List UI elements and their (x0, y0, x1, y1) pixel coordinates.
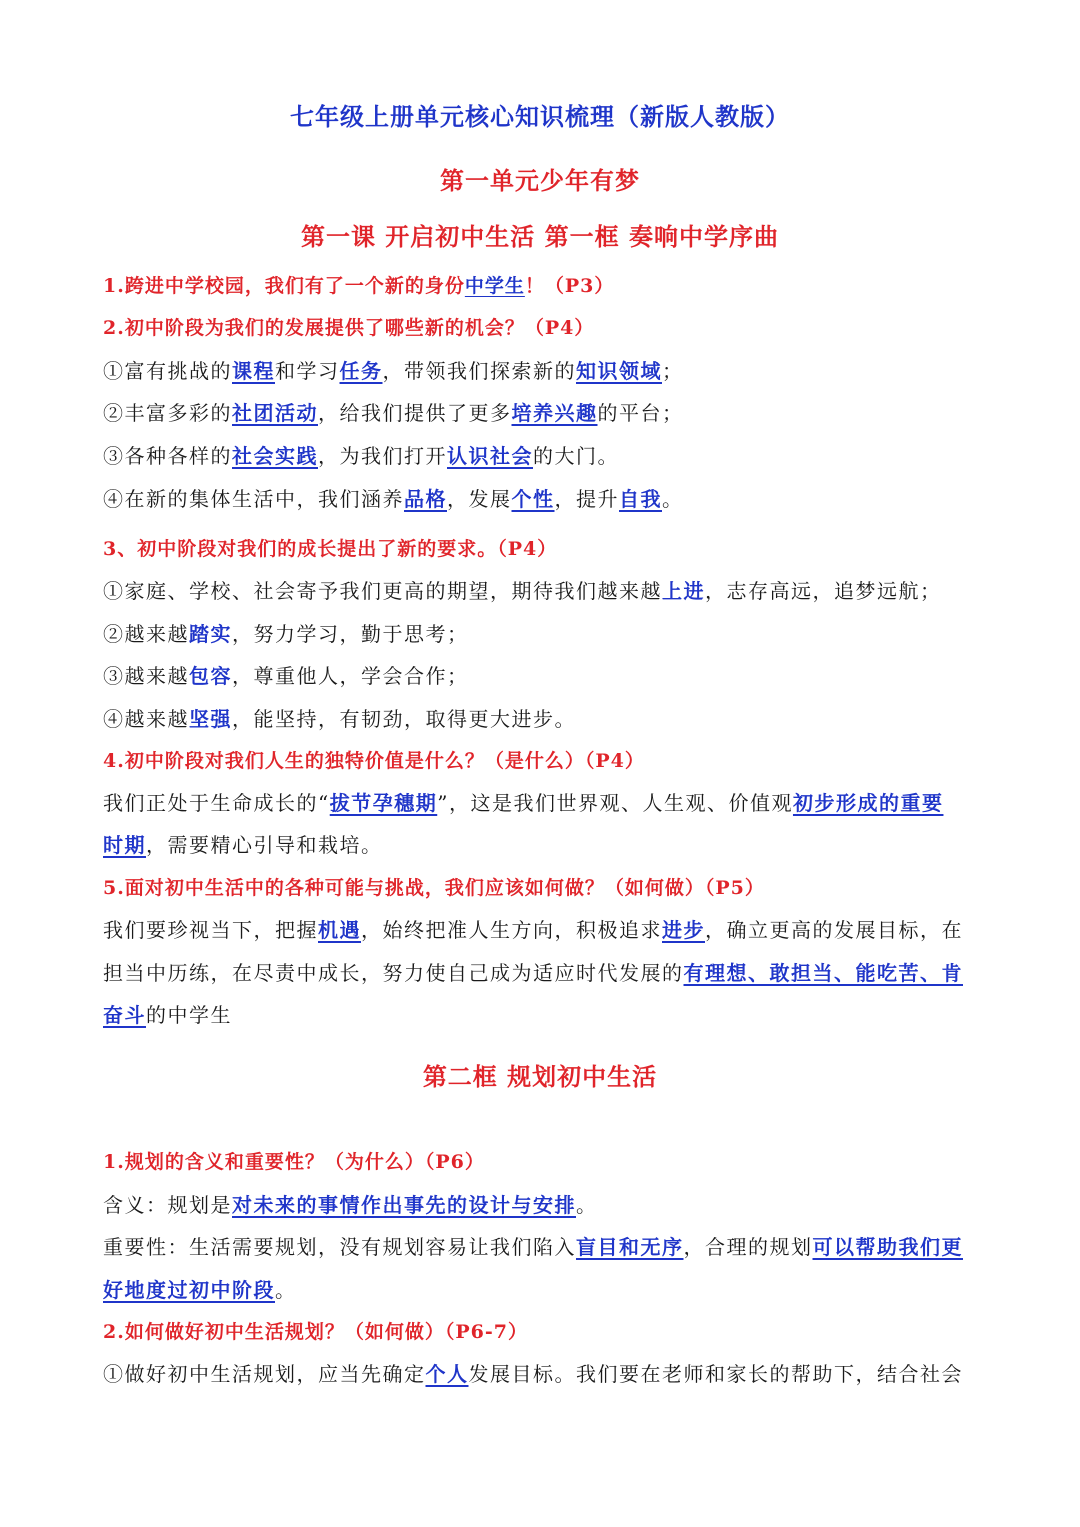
keyword: 初步形成的重要 (792, 791, 944, 815)
answer-line: 奋斗的中学生 (103, 1003, 232, 1027)
document-title: 七年级上册单元核心知识梳理（新版人教版） (290, 102, 790, 131)
keyword: 上进 (662, 579, 705, 603)
answer-line: ③越来越包容，尊重他人，学会合作； (103, 664, 469, 688)
keyword: 机遇 (318, 918, 361, 942)
keyword: 个性 (511, 487, 555, 511)
question-1: 1.规划的含义和重要性？（为什么）（P6） (103, 1151, 485, 1173)
keyword: 社团活动 (232, 401, 318, 425)
keyword: 奋斗 (103, 1003, 146, 1027)
keyword: 盲目和无序 (576, 1235, 684, 1259)
question-5: 5.面对初中生活中的各种可能与挑战，我们应该如何做？（如何做）（P5） (103, 877, 765, 899)
keyword: 拔节孕穗期 (329, 791, 438, 815)
question-2: 2.初中阶段为我们的发展提供了哪些新的机会？（P4） (103, 317, 595, 339)
frame-2-title: 第二框 规划初中生活 (422, 1062, 658, 1091)
keyword: 社会实践 (232, 444, 318, 468)
answer-line: 重要性：生活需要规划，没有规划容易让我们陷入盲目和无序，合理的规划可以帮助我们更 (103, 1235, 963, 1259)
question-3: 3、初中阶段对我们的成长提出了新的要求。（P4） (103, 538, 558, 560)
keyword: 个人 (425, 1362, 469, 1386)
answer-line: 好地度过初中阶段。 (103, 1278, 297, 1302)
answer-line: 担当中历练，在尽责中成长，努力使自己成为适应时代发展的有理想、敢担当、能吃苦、肯 (103, 961, 963, 985)
keyword: 中学生 (464, 275, 525, 297)
answer-line: ②越来越踏实，努力学习，勤于思考； (103, 622, 469, 646)
question-2: 2.如何做好初中生活规划？（如何做）（P6-7） (103, 1321, 528, 1343)
keyword: 课程 (232, 359, 275, 383)
keyword: 培养兴趣 (511, 401, 598, 425)
answer-line: ④在新的集体生活中，我们涵养品格，发展个性，提升自我。 (103, 487, 684, 511)
keyword: 好地度过初中阶段 (103, 1278, 275, 1302)
answer-line: ①富有挑战的课程和学习任务，带领我们探索新的知识领域； (103, 359, 684, 383)
answer-line: 含义：规划是对未来的事情作出事先的设计与安排。 (103, 1193, 598, 1217)
answer-line: 我们正处于生命成长的“拔节孕穗期”，这是我们世界观、人生观、价值观初步形成的重要 (103, 791, 944, 815)
keyword: 自我 (619, 487, 662, 511)
answer-line: ④越来越坚强，能坚持，有韧劲，取得更大进步。 (103, 707, 576, 731)
keyword: 认识社会 (447, 444, 533, 468)
keyword: 包容 (189, 664, 232, 688)
answer-line: ③各种各样的社会实践，为我们打开认识社会的大门。 (103, 444, 619, 468)
answer-line: 时期，需要精心引导和栽培。 (103, 833, 383, 857)
keyword: 进步 (662, 918, 705, 942)
keyword: 知识领域 (576, 359, 662, 383)
keyword: 可以帮助我们更 (812, 1235, 963, 1259)
unit-title: 第一单元少年有梦 (440, 166, 640, 195)
question-4: 4.初中阶段对我们人生的独特价值是什么？（是什么）（P4） (103, 750, 645, 772)
answer-line: ①家庭、学校、社会寄予我们更高的期望，期待我们越来越上进，志存高远，追梦远航； (103, 579, 942, 603)
lesson-title: 第一课 开启初中生活 第一框 奏响中学序曲 (300, 222, 780, 251)
answer-line: ②丰富多彩的社团活动，给我们提供了更多培养兴趣的平台； (103, 401, 684, 425)
keyword: 坚强 (189, 707, 232, 731)
question-1: 1.跨进中学校园，我们有了一个新的身份中学生！（P3） (103, 275, 615, 297)
keyword: 任务 (339, 359, 383, 383)
keyword: 品格 (404, 487, 447, 511)
answer-line: ①做好初中生活规划，应当先确定个人发展目标。我们要在老师和家长的帮助下，结合社会 (103, 1362, 963, 1386)
keyword: 对未来的事情作出事先的设计与安排 (232, 1193, 576, 1217)
keyword: 踏实 (189, 622, 232, 646)
keyword: 时期 (103, 833, 146, 857)
answer-line: 我们要珍视当下，把握机遇，始终把准人生方向，积极追求进步，确立更高的发展目标，在 (103, 918, 963, 942)
keyword: 有理想、敢担当、能吃苦、肯 (683, 961, 963, 985)
